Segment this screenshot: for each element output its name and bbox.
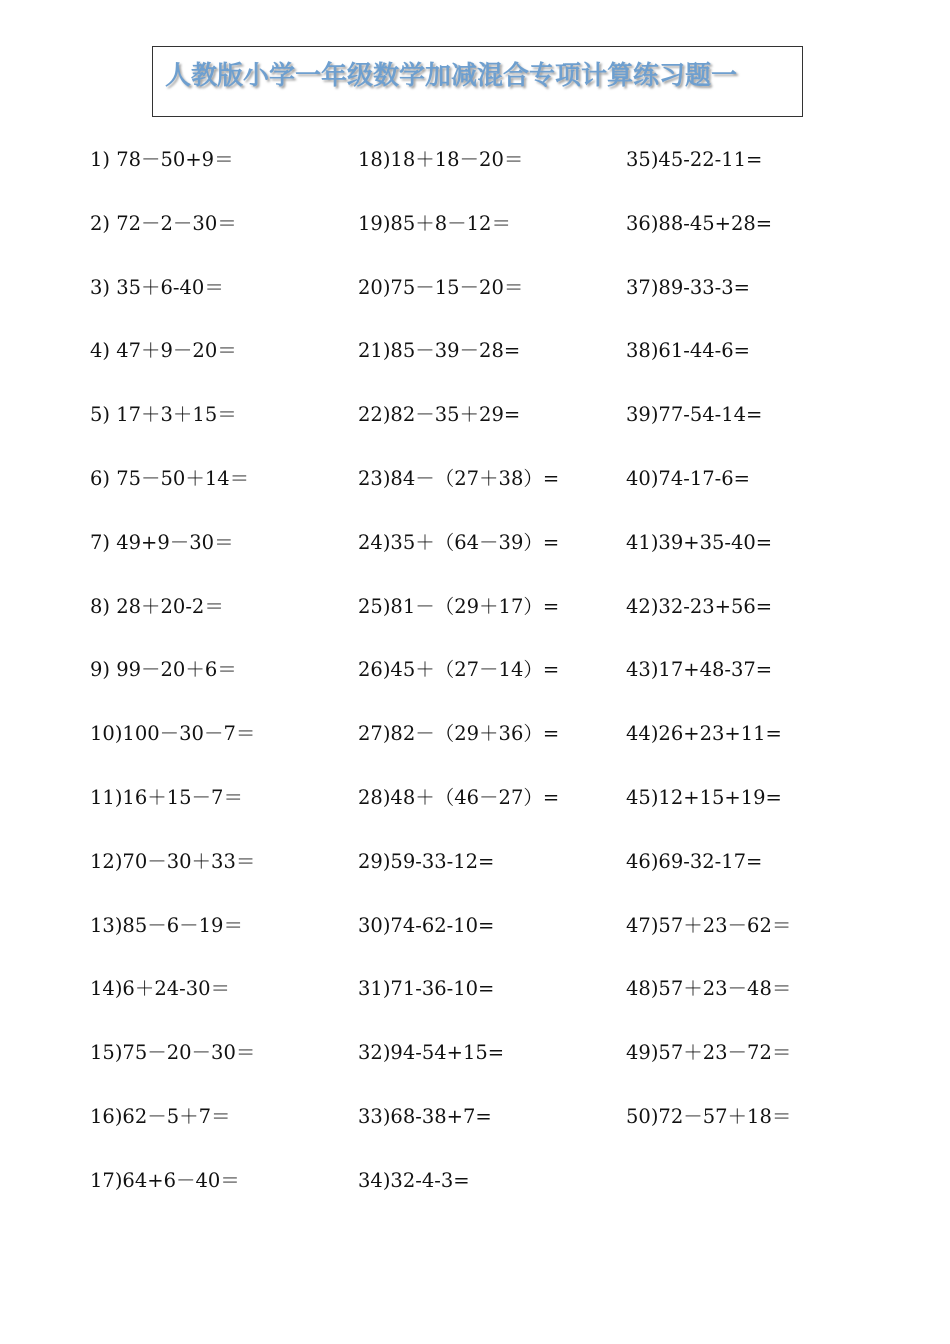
problem-item: 5) 17＋3＋15＝ — [90, 403, 237, 427]
problem-item: 6) 75－50＋14＝ — [90, 466, 250, 490]
problem-item: 24)35＋（64－39）= — [358, 530, 560, 554]
problem-item: 18)18＋18－20＝ — [358, 148, 524, 171]
problem-item: 26)45＋（27－14）= — [358, 658, 560, 682]
problem-item: 40)74-17-6= — [626, 466, 750, 490]
problem-item: 38)61-44-6= — [626, 339, 750, 363]
problem-item: 50)72－57＋18＝ — [626, 1104, 792, 1128]
problem-item: 2) 72－2－30＝ — [90, 211, 237, 235]
problem-item: 34)32-4-3= — [358, 1168, 470, 1192]
problem-item: 7) 49+9－30＝ — [90, 530, 234, 554]
problem-item: 33)68-38+7= — [358, 1104, 492, 1128]
problem-item: 44)26+23+11= — [626, 722, 782, 746]
problem-item: 43)17+48-37= — [626, 658, 773, 682]
problem-item: 45)12+15+19= — [626, 785, 782, 809]
problem-item: 37)89-33-3= — [626, 275, 750, 299]
problem-item: 11)16＋15－7＝ — [90, 785, 243, 809]
problem-item: 3) 35＋6-40＝ — [90, 275, 224, 299]
problem-item: 16)62－5＋7＝ — [90, 1104, 231, 1128]
page-title: 人教版小学一年级数学加减混合专项计算练习题一 — [165, 61, 738, 91]
problem-item: 32)94-54+15= — [358, 1041, 505, 1065]
problem-item: 30)74-62-10= — [358, 913, 495, 937]
problem-item: 4) 47＋9－20＝ — [90, 339, 237, 363]
problem-item: 10)100－30－7＝ — [90, 722, 256, 746]
problem-item: 46)69-32-17= — [626, 849, 763, 873]
problem-item: 13)85－6－19＝ — [90, 913, 243, 937]
problem-item: 15)75－20－30＝ — [90, 1041, 256, 1065]
problem-item: 29)59-33-12= — [358, 849, 495, 873]
problem-item: 23)84－（27＋38）= — [358, 466, 560, 490]
title-box — [152, 46, 803, 117]
problem-item: 36)88-45+28= — [626, 211, 773, 235]
problem-item: 14)6＋24-30＝ — [90, 977, 231, 1001]
problem-item: 19)85＋8－12＝ — [358, 211, 511, 235]
problem-item: 27)82－（29＋36）= — [358, 722, 560, 746]
problem-column-2 — [358, 142, 559, 1227]
problem-item: 35)45-22-11= — [626, 148, 763, 171]
problem-column-1 — [90, 142, 255, 1227]
problem-item: 39)77-54-14= — [626, 403, 763, 427]
problem-column-3 — [626, 142, 791, 1163]
problem-item: 28)48＋（46－27）= — [358, 785, 560, 809]
problem-item: 9) 99－20＋6＝ — [90, 658, 237, 682]
problem-item: 25)81－（29＋17）= — [358, 594, 560, 618]
problem-item: 12)70－30＋33＝ — [90, 849, 256, 873]
problem-item: 41)39+35-40= — [626, 530, 773, 554]
problem-item: 21)85－39－28= — [358, 339, 521, 363]
problem-item: 31)71-36-10= — [358, 977, 495, 1001]
problem-item: 22)82－35＋29= — [358, 403, 521, 427]
problem-item: 17)64+6－40＝ — [90, 1168, 240, 1192]
problem-item: 42)32-23+56= — [626, 594, 773, 618]
problem-item: 48)57＋23－48＝ — [626, 977, 792, 1001]
problem-item: 49)57＋23－72＝ — [626, 1041, 792, 1065]
problem-item: 8) 28＋20-2＝ — [90, 594, 224, 618]
problem-item: 20)75－15－20＝ — [358, 275, 524, 299]
problem-item: 47)57＋23－62＝ — [626, 913, 792, 937]
problem-item: 1) 78－50+9＝ — [90, 148, 234, 171]
